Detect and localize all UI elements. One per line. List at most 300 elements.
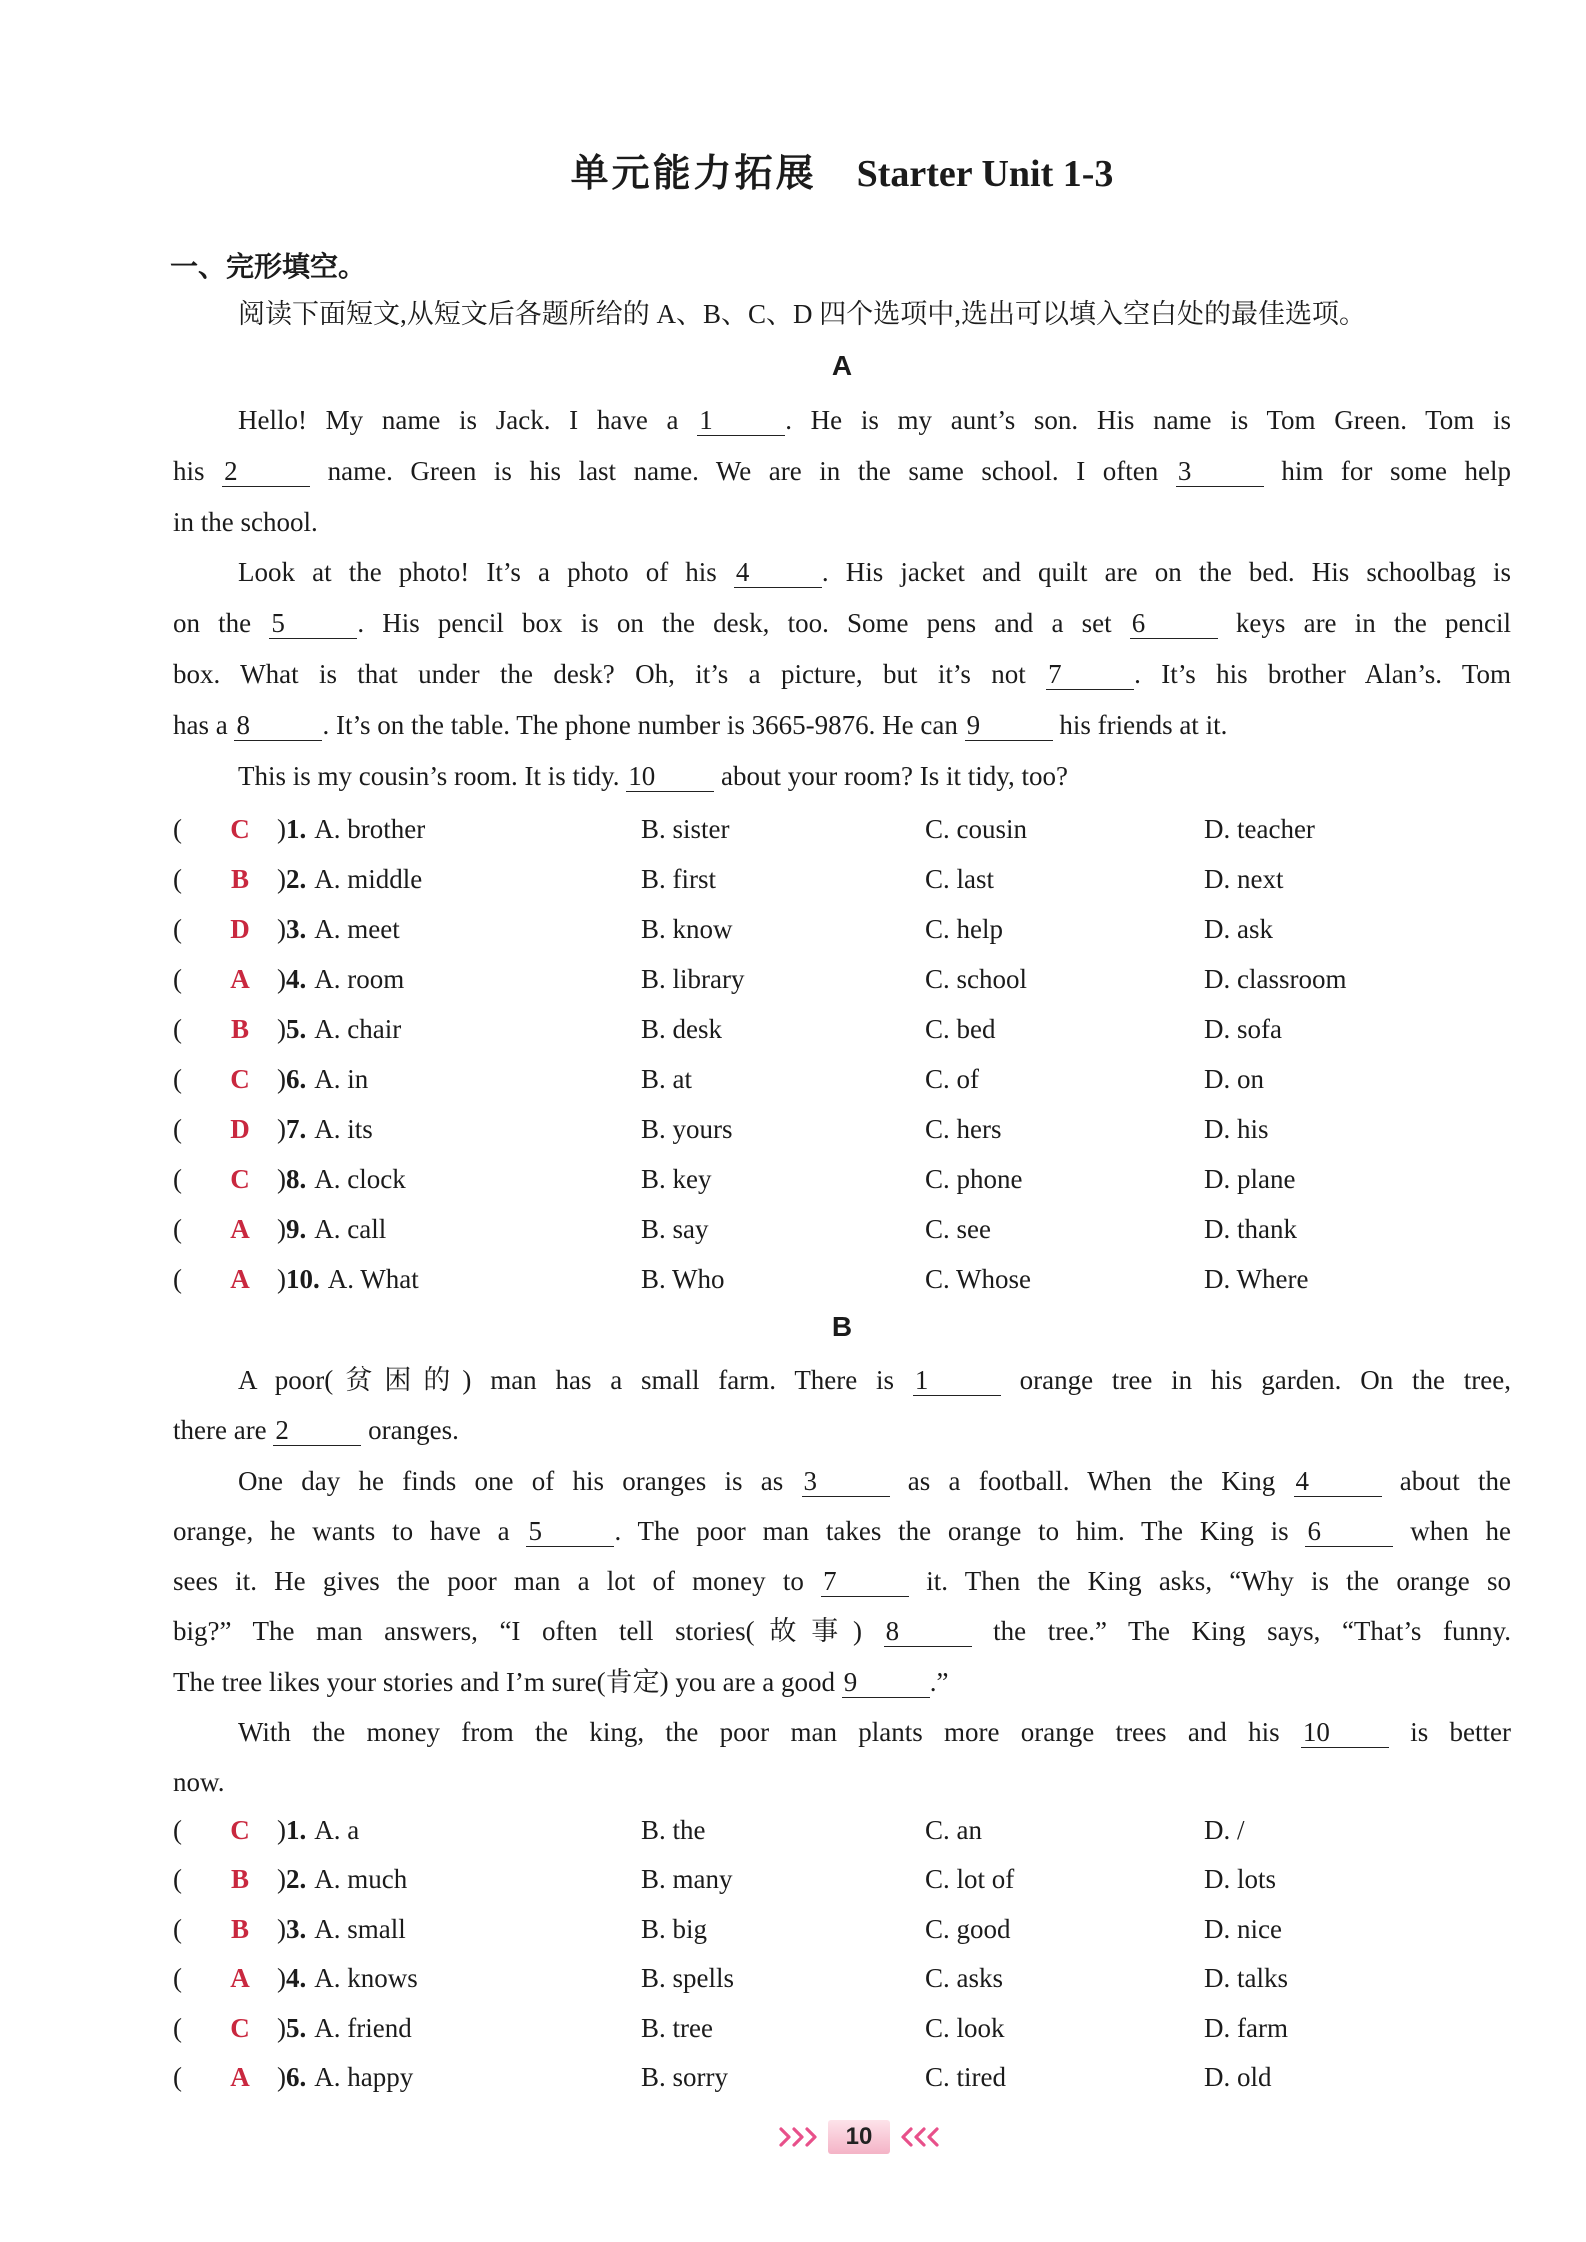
passage-text: . It’s his brother Alan’s. Tom [1134,658,1511,689]
option-c: C. good [925,1913,1011,1944]
option-a: A. small [314,1913,406,1944]
paragraph [173,395,1511,547]
option-d: D. classroom [1204,964,1347,994]
blank-7: 7 [821,1566,909,1597]
answer-mark: A [230,1214,250,1244]
blank-3: 3 [802,1466,890,1497]
option-d-cell [1204,1204,1297,1254]
option-d-cell [1204,854,1283,904]
question-stem [173,1054,368,1104]
option-c: C. school [925,964,1028,994]
option-d: D. teacher [1204,814,1315,844]
option-c-cell [925,1954,1003,2003]
bracket-close: ) [277,914,286,944]
option-d: D. his [1204,1114,1269,1144]
option-d-cell [1204,1905,1282,1954]
blank-6: 6 [1130,608,1218,639]
option-a: A. meet [314,914,400,944]
paragraph [173,1456,1511,1707]
option-c: C. last [925,864,995,894]
option-c: C. an [925,1815,982,1845]
passage-text: . The poor man takes the orange to him. The King is [614,1515,1306,1546]
question-stem [173,2004,412,2053]
page-number: 10 [828,2120,890,2154]
bracket-close: ) [277,964,286,994]
option-c: C. lot of [925,1864,1015,1895]
text-line [173,598,1511,649]
passage-text: as a football. When the King [889,1465,1294,1496]
option-a: A. a [314,1815,360,1845]
option-c-cell [925,1004,996,1054]
option-c-cell [925,904,1003,954]
question-stem [173,1154,406,1204]
passage-text: in the school. [173,506,318,537]
blank-3: 3 [1176,456,1264,487]
passage-text: . His jacket and quilt are on the bed. His schoolbag is [821,557,1511,588]
passage-a-questions [173,804,1511,1304]
option-a: A. brother [314,814,426,844]
option-b: B. library [641,964,745,994]
question-number: 5. [286,1014,307,1044]
option-b-cell [641,904,733,954]
option-a: A. happy [314,2061,414,2092]
option-b-cell [641,1855,733,1904]
passage-text: the tree.” The King says, “That’s funny. [971,1616,1511,1647]
question-number: 1. [286,1815,307,1845]
option-c: C. look [925,2012,1005,2043]
answer-mark: B [230,1014,249,1044]
text-line [173,547,1511,598]
passage-text: A poor(贫困的) man has a small farm. There is [238,1365,913,1395]
bracket-close: ) [277,1014,286,1044]
passage-text: . His pencil box is on the desk, too. Some pens and a set [357,608,1130,639]
question-number: 6. [286,2061,307,2092]
option-c: C. bed [925,1014,996,1044]
option-c: C. help [925,914,1003,944]
option-c: C. phone [925,1164,1023,1194]
passage-text: The tree likes your stories and I’m sure(肯定) you are a good [173,1666,842,1697]
option-d: D. / [1204,1815,1245,1845]
page-title [173,148,1511,199]
passage-text: sees it. He gives the poor man a lot of money to [173,1566,822,1596]
question-row [173,1254,1511,1304]
option-b: B. Who [641,1264,725,1294]
bracket-close: ) [277,1214,286,1244]
question-row [173,1054,1511,1104]
triple-chevron-left-icon [896,2122,940,2152]
passage-text: now. [173,1767,225,1797]
question-row [173,1806,1511,1855]
option-d: D. thank [1204,1214,1297,1244]
question-stem [173,1204,386,1254]
passage-text: Hello! My name is Jack. I have a [238,405,698,435]
passage-text: box. What is that under the desk? Oh, it’s a picture, but it’s not [173,658,1047,689]
passage-text: This is my cousin’s room. It is tidy. [238,760,627,791]
question-row [173,1855,1511,1904]
passage-text: .” [929,1666,949,1697]
question-number: 1. [286,814,307,844]
section-instruction: 阅读下面短文,从短文后各题所给的 A、B、C、D 四个选项中,选出可以填入空白处的最佳选项。 [238,299,1367,329]
option-b: B. the [641,1815,706,1845]
question-row [173,1104,1511,1154]
passage-text: when he [1393,1515,1512,1546]
option-d-cell [1204,2053,1272,2102]
option-b: B. sister [641,814,730,844]
option-a: A. chair [314,1014,402,1044]
question-row [173,1154,1511,1204]
paragraph [173,547,1511,750]
blank-10: 10 [1301,1717,1389,1748]
title-chinese: 单元能力拓展 [570,151,817,195]
question-row [173,904,1511,954]
option-d-cell [1204,1254,1308,1304]
answer-mark: A [230,1963,250,1994]
question-number: 3. [286,914,307,944]
option-d-cell [1204,1104,1269,1154]
bracket-open: ( [173,1264,182,1294]
option-d: D. plane [1204,1164,1296,1194]
option-d-cell [1204,1806,1245,1855]
bracket-open: ( [173,1913,182,1944]
answer-mark: C [230,814,250,844]
option-d-cell [1204,904,1273,954]
question-number: 8. [286,1164,307,1194]
question-row [173,1004,1511,1054]
option-b: B. at [641,1064,692,1094]
text-line [173,497,1511,548]
question-row [173,2004,1511,2053]
bracket-open: ( [173,1963,182,1994]
option-b-cell [641,1004,722,1054]
option-b: B. many [641,1864,733,1895]
option-b-cell [641,1204,709,1254]
option-c-cell [925,1154,1023,1204]
option-c-cell [925,1905,1011,1954]
bracket-open: ( [173,1214,182,1244]
passage-text: With the money from the king, the poor man plants more orange trees and his [238,1716,1301,1747]
text-line [173,700,1511,751]
bracket-close: ) [277,814,286,844]
title-english: Starter Unit 1-3 [856,153,1114,195]
question-row [173,2053,1511,2102]
option-d: D. next [1204,864,1284,894]
answer-mark: C [230,2012,250,2043]
blank-8: 8 [884,1616,972,1647]
text-line [173,1606,1511,1656]
option-b-cell [641,1954,734,2003]
answer-mark: B [230,1864,249,1895]
text-line [173,1506,1511,1556]
passage-text: about the [1381,1465,1511,1496]
option-b-cell [641,954,744,1004]
option-d: D. on [1204,1064,1264,1094]
option-b: B. spells [641,1963,735,1994]
blank-6: 6 [1305,1516,1393,1547]
question-number: 9. [286,1214,307,1244]
passage-text: . It’s on the table. The phone number is 3665-9876. He can [322,709,965,740]
passage-text: oranges. [361,1415,459,1446]
option-b: B. big [641,1913,708,1944]
question-row [173,954,1511,1004]
question-stem [173,1954,418,2003]
option-c-cell [925,954,1027,1004]
question-stem [173,2053,413,2102]
option-c: C. cousin [925,814,1028,844]
option-b: B. desk [641,1014,722,1044]
option-c-cell [925,854,994,904]
answer-mark: D [230,1114,250,1144]
question-stem [173,854,422,904]
option-c: C. hers [925,1114,1002,1144]
option-c-cell [925,2053,1006,2102]
option-d: D. nice [1204,1913,1282,1944]
page-footer [778,2120,940,2154]
option-a: A. in [314,1064,369,1094]
bracket-close: ) [277,1264,286,1294]
bracket-close: ) [277,2012,286,2043]
bracket-close: ) [277,2061,286,2092]
option-d: D. farm [1204,2012,1288,2043]
option-c-cell [925,1254,1031,1304]
answer-mark: B [230,1913,249,1944]
passage-b-label: B [831,1311,853,1342]
option-b: B. tree [641,2012,713,2043]
question-stem [173,1806,359,1855]
option-a: A. room [314,964,405,994]
answer-mark: C [230,1064,250,1094]
option-d-cell [1204,1054,1264,1104]
passage-b-questions [173,1806,1511,2102]
bracket-open: ( [173,814,182,844]
option-d-cell [1204,1855,1276,1904]
answer-mark: D [230,914,250,944]
bracket-close: ) [277,864,286,894]
text-line [173,1556,1511,1606]
option-d: D. lots [1204,1864,1277,1895]
blank-9: 9 [842,1667,930,1698]
passage-text: . He is my aunt’s son. His name is Tom Green. Tom is [785,405,1511,435]
text-line [173,751,1511,802]
question-row [173,804,1511,854]
text-line [173,395,1511,446]
question-number: 7. [286,1114,307,1144]
option-b-cell [641,804,730,854]
option-a: A. knows [314,1963,418,1994]
option-a: A. clock [314,1164,406,1194]
option-a: A. much [314,1864,408,1895]
blank-5: 5 [269,608,357,639]
option-c-cell [925,1806,982,1855]
passage-text: is better [1388,1716,1511,1747]
paragraph [173,1355,1511,1456]
question-stem [173,1104,373,1154]
question-row [173,1204,1511,1254]
bracket-close: ) [277,1164,286,1194]
answer-mark: C [230,1815,250,1845]
option-b-cell [641,854,716,904]
option-b-cell [641,1254,725,1304]
bracket-open: ( [173,1064,182,1094]
option-c-cell [925,1054,979,1104]
passage-text: it. Then the King asks, “Why is the orange so [909,1566,1512,1596]
bracket-open: ( [173,2012,182,2043]
bracket-open: ( [173,2061,182,2092]
option-a: A. its [314,1114,373,1144]
bracket-open: ( [173,1114,182,1144]
passage-text: his friends at it. [1052,709,1228,740]
blank-8: 8 [234,710,322,741]
blank-5: 5 [526,1516,614,1547]
text-line [173,1355,1511,1405]
option-d-cell [1204,804,1315,854]
text-line [173,649,1511,700]
blank-2: 2 [222,456,310,487]
bracket-open: ( [173,864,182,894]
bracket-close: ) [277,1815,286,1845]
question-stem [173,1905,406,1954]
passage-text: name. Green is his last name. We are in the same school. I often [310,455,1176,486]
bracket-close: ) [277,1913,286,1944]
question-stem [173,904,400,954]
question-number: 4. [286,1963,307,1994]
question-stem [173,1254,419,1304]
option-b: B. yours [641,1114,733,1144]
blank-1: 1 [913,1365,1001,1396]
option-b-cell [641,2004,713,2053]
option-a: A. middle [314,864,423,894]
option-b: B. say [641,1214,709,1244]
option-d-cell [1204,1954,1288,2003]
passage-text: him for some help [1263,455,1512,486]
blank-9: 9 [965,710,1053,741]
option-b-cell [641,1054,692,1104]
question-number: 2. [286,1864,307,1895]
option-d: D. ask [1204,914,1273,944]
passage-text: orange, he wants to have a [173,1515,527,1546]
triple-chevron-right-icon [778,2122,822,2152]
bracket-close: ) [277,1064,286,1094]
option-b-cell [641,1806,706,1855]
passage-text: has a [173,709,235,740]
option-c: C. of [925,1064,979,1094]
option-b-cell [641,1154,712,1204]
option-d-cell [1204,954,1346,1004]
passage-text: Look at the photo! It’s a photo of his [238,557,734,588]
option-a: A. What [327,1264,419,1294]
bracket-close: ) [277,1114,286,1144]
answer-mark: B [230,864,249,894]
option-c: C. tired [925,2061,1006,2092]
passage-text: big?” The man answers, “I often tell stories(故事) [173,1616,884,1647]
option-c-cell [925,804,1027,854]
question-stem [173,1004,401,1054]
bracket-open: ( [173,1164,182,1194]
blank-1: 1 [697,405,785,436]
option-d: D. old [1204,2061,1272,2092]
option-d: D. sofa [1204,1014,1282,1044]
text-line [173,1707,1511,1757]
option-b: B. sorry [641,2061,728,2092]
option-c-cell [925,1204,991,1254]
option-b-cell [641,1104,733,1154]
text-line [173,1456,1511,1506]
option-d-cell [1204,1154,1295,1204]
passage-text: keys are in the pencil [1217,608,1511,639]
bracket-open: ( [173,1864,182,1895]
option-d-cell [1204,2004,1288,2053]
blank-4: 4 [1294,1466,1382,1497]
option-c-cell [925,1855,1014,1904]
option-b-cell [641,1905,707,1954]
bracket-open: ( [173,914,182,944]
answer-mark: A [230,1264,250,1294]
text-line [173,1757,1511,1807]
bracket-open: ( [173,1815,182,1845]
passage-b-text [173,1355,1511,1807]
option-d: D. talks [1204,1963,1288,1994]
option-c: C. Whose [925,1264,1031,1294]
passage-text: on the [173,608,270,639]
passage-text: One day he finds one of his oranges is as [238,1465,802,1496]
answer-mark: C [230,1164,250,1194]
question-number: 3. [286,1913,307,1944]
option-b: B. first [641,864,717,894]
passage-text: about your room? Is it tidy, too? [714,760,1068,791]
blank-2: 2 [273,1415,361,1446]
paragraph [173,751,1511,802]
option-b: B. know [641,914,733,944]
option-b: B. key [641,1164,712,1194]
question-number: 5. [286,2012,307,2043]
answer-mark: A [230,964,250,994]
question-stem [173,804,425,854]
blank-4: 4 [734,557,822,588]
passage-a-label: A [831,350,853,381]
passage-text: his [173,455,223,486]
option-c: C. see [925,1214,991,1244]
option-d-cell [1204,1004,1282,1054]
question-stem [173,1855,407,1904]
text-line [173,446,1511,497]
bracket-close: ) [277,1864,286,1895]
question-number: 2. [286,864,307,894]
text-line [173,1657,1511,1707]
answer-mark: A [230,2061,250,2092]
passage-text: orange tree in his garden. On the tree, [1000,1365,1511,1395]
option-a: A. friend [314,2012,412,2043]
bracket-open: ( [173,964,182,994]
passage-a-text [173,395,1511,801]
question-stem [173,954,404,1004]
option-c-cell [925,1104,1002,1154]
question-row [173,1905,1511,1954]
option-b-cell [641,2053,728,2102]
bracket-open: ( [173,1014,182,1044]
option-c: C. asks [925,1963,1004,1994]
question-number: 10. [286,1264,320,1294]
bracket-close: ) [277,1963,286,1994]
question-number: 6. [286,1064,307,1094]
option-d: D. Where [1204,1264,1309,1294]
blank-10: 10 [626,761,714,792]
paragraph [173,1707,1511,1808]
option-c-cell [925,2004,1005,2053]
option-a: A. call [314,1214,387,1244]
text-line [173,1405,1511,1455]
question-row [173,854,1511,904]
section-heading: 一、完形填空。 [170,250,367,283]
passage-text: there are [173,1415,274,1446]
